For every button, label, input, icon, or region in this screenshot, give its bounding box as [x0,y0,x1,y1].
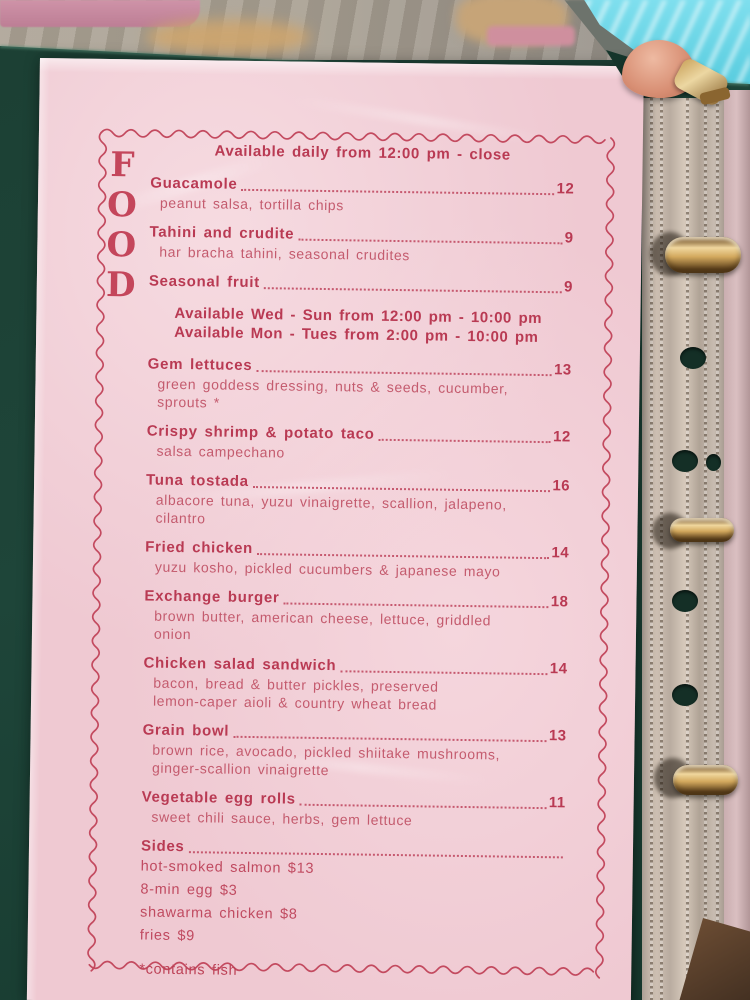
sleeve-stitch-seam [650,98,653,1000]
menu-item-description: brown butter, american cheese, lettuce, griddled onion [153,607,492,643]
dot-leader [300,804,547,809]
dot-leader [233,736,547,742]
pink-lounge-cushion [0,0,200,27]
main-items [141,355,572,832]
availability-note-2-line1: Available Wed - Sun from 12:00 pm - 10:00 pm [174,304,543,328]
dot-leader [257,553,549,559]
menu-item-price: 14 [549,660,568,678]
daily-items [149,174,575,297]
menu-page [27,58,644,1000]
menu-item [145,471,570,533]
food-letter: D [105,264,136,306]
menu-item-price: 12 [552,428,571,446]
side-item: shawarma chicken $8 [139,904,298,923]
wavy-border-right [596,138,615,978]
side-item: 8-min egg $3 [140,881,238,899]
menu-item-price: 11 [548,794,566,812]
menu-item-name: Grain bowl [142,721,230,740]
side-item: hot-smoked salmon $13 [140,858,315,877]
menu-item-price: 12 [556,180,575,198]
punched-hole [672,590,698,612]
menu-item [144,587,569,649]
sleeve-stitch-seam [716,98,719,1000]
binder-ring [665,237,741,273]
menu-content [139,142,575,984]
menu-item [149,272,573,297]
menu-item-name: Fried chicken [145,538,254,558]
menu-item [141,787,565,831]
menu-item-name: Crispy shrimp & potato taco [146,422,375,443]
sleeve-stitch-seam [704,98,707,1000]
menu-item-description: green goddess dressing, nuts & seeds, cucumber, sprouts * [157,375,509,411]
menu-item-name: Seasonal fruit [148,272,261,292]
menu-item-name: Gem lettuces [147,355,253,374]
menu-item-description: brown rice, avocado, pickled shiitake mushrooms, ginger-scallion vinaigrette [151,741,501,779]
menu-item [146,422,570,466]
food-letter: O [106,224,137,266]
menu-item-description: har bracha tahini, seasonal crudites [159,243,411,264]
plastic-sleeve-edge [642,98,724,1000]
stacked-pages-edge [720,90,750,1000]
menu-item [147,355,572,417]
punched-hole [706,454,721,471]
menu-item [142,720,567,782]
menu-item-price: 9 [563,278,573,296]
dot-leader [253,486,551,492]
menu-item-description: albacore tuna, yuzu vinaigrette, scallion, jalapeno, cilantro [155,491,507,527]
menu-item-description: peanut salsa, tortilla chips [159,194,344,214]
sides-list [140,855,565,953]
menu-item-description: bacon, bread & butter pickles, preserved lemon-caper aioli & country wheat bread [152,674,439,713]
menu-item [143,654,568,716]
food-letter: F [110,144,135,186]
pink-chair-detail [487,26,575,46]
menu-item-price: 13 [553,361,572,379]
punched-hole [680,347,706,369]
binder-ring [673,765,738,795]
menu-item-price: 18 [550,593,569,611]
menu-item-price: 13 [548,727,567,745]
dot-leader [241,189,554,195]
footnote: *contains fish [139,961,238,979]
menu-item-description: yuzu kosho, pickled cucumbers & japanese mayo [154,558,501,580]
availability-note-2 [174,304,572,348]
dot-leader [283,602,548,608]
sides-title: Sides [140,837,185,856]
menu-item-name: Tuna tostada [145,471,249,490]
menu-item-name: Chicken salad sandwich [143,654,337,675]
menu-item-name: Vegetable egg rolls [141,788,296,808]
punched-hole [672,684,698,706]
binder-ring [670,518,734,542]
menu-item [150,174,574,218]
sleeve-stitch-seam [686,98,689,1000]
menu-item-description: salsa campechano [156,442,285,461]
menu-item-name: Exchange burger [144,587,280,607]
menu-item-name: Guacamole [150,174,238,193]
menu-item [149,223,573,267]
dot-leader [378,439,551,443]
menu-item-price: 16 [552,477,571,495]
food-letter: O [106,184,138,226]
menu-item-price: 14 [551,544,570,562]
dot-leader [340,670,548,675]
availability-note-2-line2: Available Mon - Tues from 2:00 pm - 10:00 pm [174,323,539,346]
menu-item-price: 9 [564,229,574,247]
dot-leader [298,239,562,245]
availability-note: Available daily from 12:00 pm - close [214,142,511,164]
sides-section [140,836,566,953]
dot-leader [256,370,552,376]
punched-hole [672,450,698,472]
menu-item-row [149,272,573,297]
side-item: fries $9 [139,927,196,945]
menu-item-name: Tahini and crudite [149,223,295,243]
menu-item-description: sweet chili sauce, herbs, gem lettuce [151,808,413,829]
menu-item [145,538,569,582]
blurred-patio-object [146,20,311,54]
dot-leader [264,287,562,293]
food-vertical-title [99,145,145,306]
